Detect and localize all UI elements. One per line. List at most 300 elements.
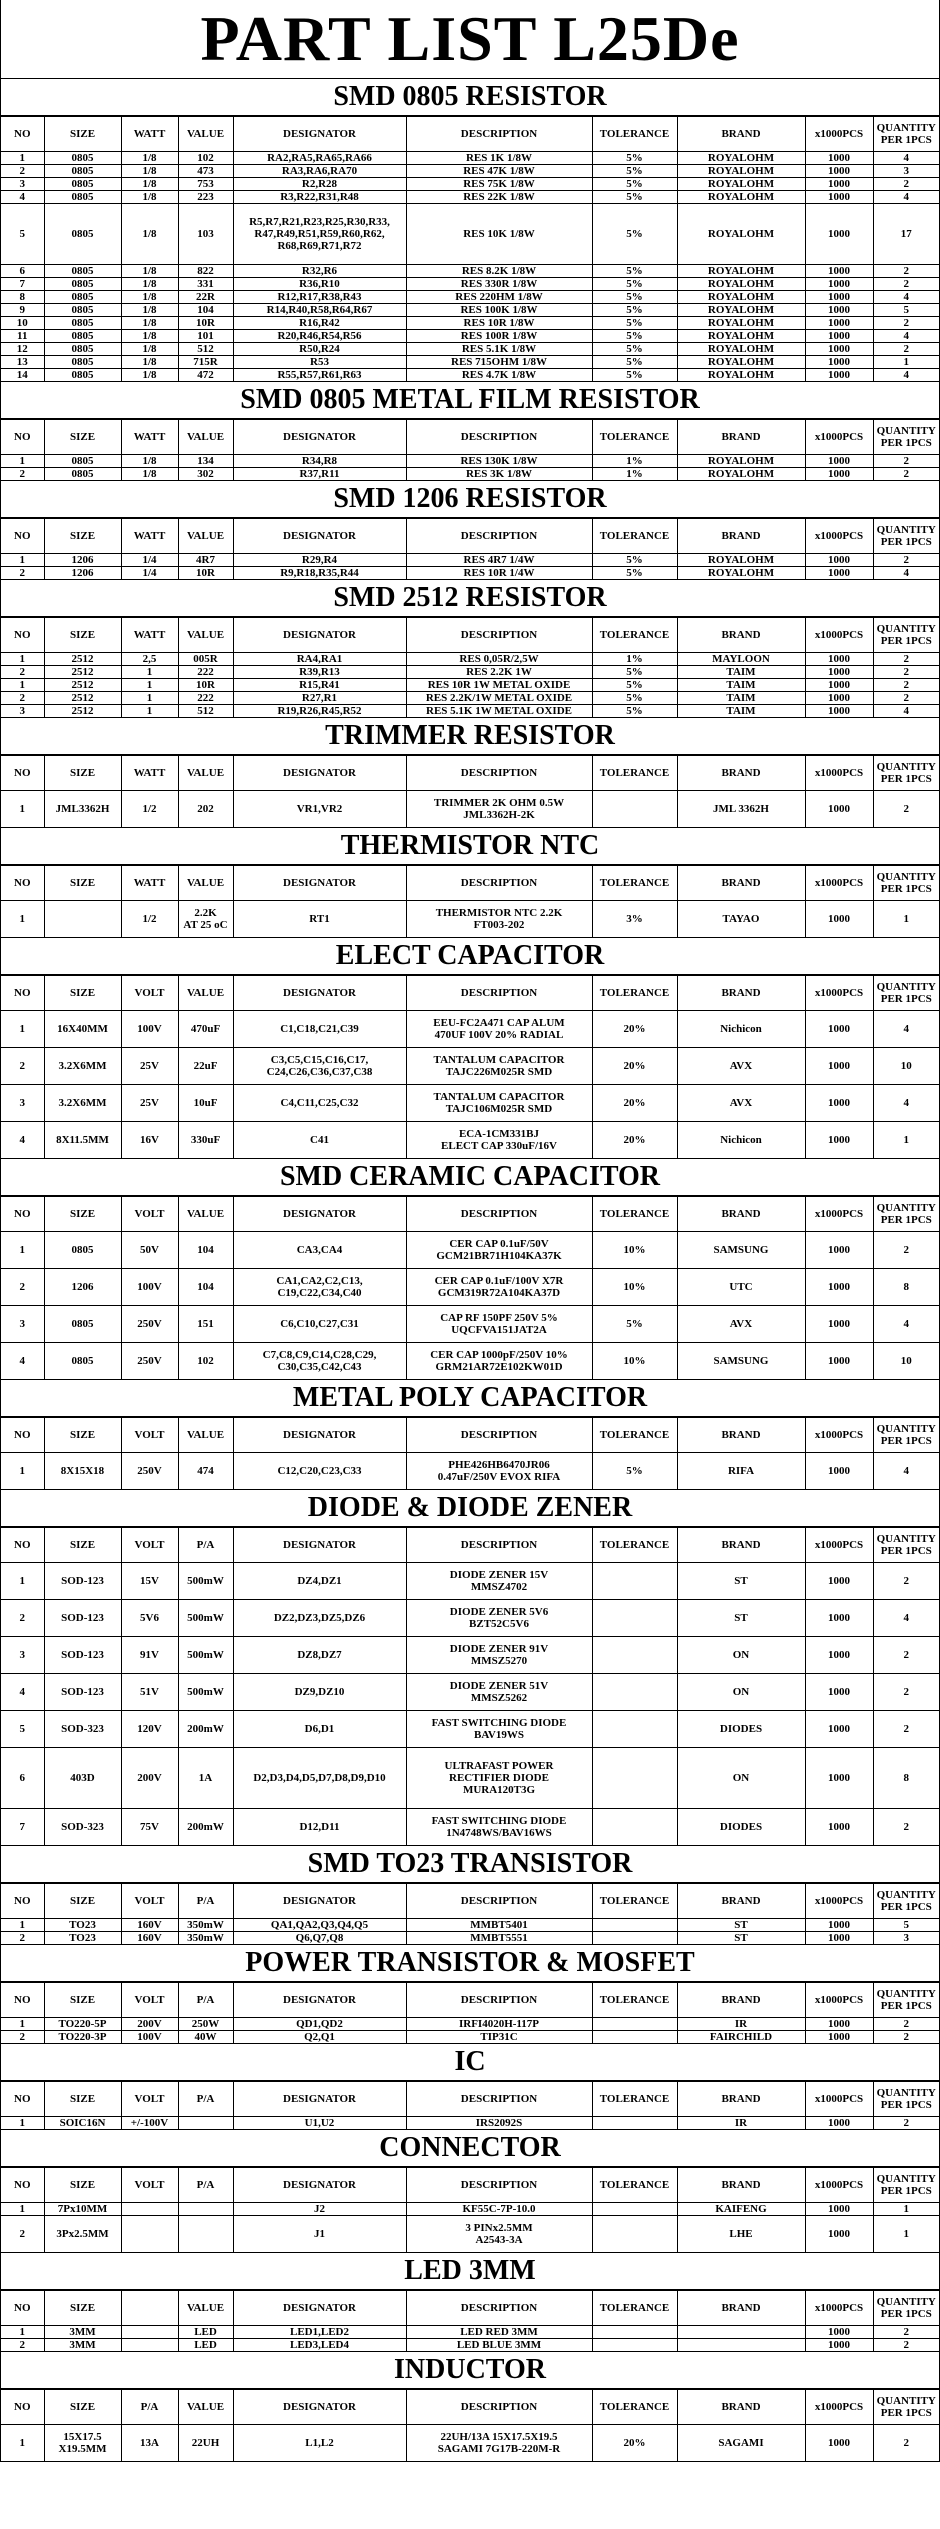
cell-brand: ROYALOHM <box>677 265 805 278</box>
header-brand: BRAND <box>677 420 805 455</box>
table-header-row <box>1 1983 939 2018</box>
cell-value: 1A <box>178 1748 233 1809</box>
cell-description: FAST SWITCHING DIODE BAV19WS <box>406 1711 592 1748</box>
header-designator: DESIGNATOR <box>233 1197 406 1232</box>
cell-brand: KAIFENG <box>677 2203 805 2216</box>
header-no: NO <box>1 2168 44 2203</box>
section-title: DIODE & DIODE ZENER <box>1 1490 939 1527</box>
cell-description: KF55C-7P-10.0 <box>406 2203 592 2216</box>
cell-size: 3.2X6MM <box>44 1048 121 1085</box>
header-no: NO <box>1 2082 44 2117</box>
cell-quantity: 4 <box>873 1453 939 1490</box>
cell-pack: 1000 <box>805 265 873 278</box>
cell-designator: Q6,Q7,Q8 <box>233 1932 406 1945</box>
header-description: DESCRIPTION <box>406 2390 592 2425</box>
cell-brand: Nichicon <box>677 1011 805 1048</box>
cell-designator: R14,R40,R58,R64,R67 <box>233 304 406 317</box>
cell-brand: ROYALOHM <box>677 178 805 191</box>
section <box>1 382 939 481</box>
cell-size: 2512 <box>44 666 121 679</box>
header-value: P/A <box>178 1528 233 1563</box>
table-row <box>1 165 939 178</box>
cell-description: IRS2092S <box>406 2117 592 2130</box>
cell-rating: 1/8 <box>121 178 178 191</box>
header-quantity: QUANTITY PER 1PCS <box>873 420 939 455</box>
cell-pack: 1000 <box>805 1306 873 1343</box>
header-no: NO <box>1 1983 44 2018</box>
header-description: DESCRIPTION <box>406 1418 592 1453</box>
cell-designator: C6,C10,C27,C31 <box>233 1306 406 1343</box>
table-row <box>1 1011 939 1048</box>
cell-designator: R34,R8 <box>233 455 406 468</box>
cell-pack: 1000 <box>805 901 873 938</box>
header-description: DESCRIPTION <box>406 117 592 152</box>
cell-quantity: 2 <box>873 468 939 481</box>
table-header-row <box>1 2390 939 2425</box>
header-no: NO <box>1 618 44 653</box>
header-value: VALUE <box>178 756 233 791</box>
cell-value: 500mW <box>178 1600 233 1637</box>
cell-rating: 2,5 <box>121 653 178 666</box>
parts-table <box>1 2389 939 2462</box>
cell-value: LED <box>178 2326 233 2339</box>
cell-rating: 120V <box>121 1711 178 1748</box>
cell-quantity: 2 <box>873 2339 939 2352</box>
cell-pack: 1000 <box>805 1453 873 1490</box>
header-description: DESCRIPTION <box>406 1197 592 1232</box>
header-size: SIZE <box>44 1197 121 1232</box>
cell-brand: ROYALOHM <box>677 278 805 291</box>
header-description: DESCRIPTION <box>406 618 592 653</box>
cell-brand: ST <box>677 1600 805 1637</box>
cell-brand: ROYALOHM <box>677 455 805 468</box>
cell-value <box>178 2203 233 2216</box>
cell-rating: +/-100V <box>121 2117 178 2130</box>
table-row <box>1 330 939 343</box>
header-rating <box>121 2291 178 2326</box>
cell-value: 10R <box>178 317 233 330</box>
cell-tolerance: 1% <box>592 468 677 481</box>
cell-pack: 1000 <box>805 1674 873 1711</box>
header-no: NO <box>1 117 44 152</box>
cell-no: 7 <box>1 278 44 291</box>
cell-rating: 1/8 <box>121 343 178 356</box>
cell-brand: TAIM <box>677 692 805 705</box>
table-header-row <box>1 2082 939 2117</box>
cell-size: 0805 <box>44 204 121 265</box>
cell-designator: R55,R57,R61,R63 <box>233 369 406 382</box>
cell-size: 0805 <box>44 165 121 178</box>
cell-size: TO220-3P <box>44 2031 121 2044</box>
cell-designator: R39,R13 <box>233 666 406 679</box>
cell-brand: ROYALOHM <box>677 291 805 304</box>
cell-designator: QD1,QD2 <box>233 2018 406 2031</box>
header-no: NO <box>1 1197 44 1232</box>
cell-value: 715R <box>178 356 233 369</box>
cell-pack: 1000 <box>805 1563 873 1600</box>
cell-rating: 91V <box>121 1637 178 1674</box>
cell-brand: DIODES <box>677 1711 805 1748</box>
cell-no: 1 <box>1 1919 44 1932</box>
table-header-row <box>1 866 939 901</box>
cell-description: DIODE ZENER 15V MMSZ4702 <box>406 1563 592 1600</box>
cell-no: 4 <box>1 1343 44 1380</box>
cell-rating: 16V <box>121 1122 178 1159</box>
parts-table <box>1 865 939 938</box>
cell-tolerance <box>592 791 677 828</box>
cell-value: 250W <box>178 2018 233 2031</box>
cell-no: 1 <box>1 2117 44 2130</box>
table-row <box>1 901 939 938</box>
header-designator: DESIGNATOR <box>233 976 406 1011</box>
cell-rating: 250V <box>121 1343 178 1380</box>
cell-no: 13 <box>1 356 44 369</box>
cell-designator: R3,R22,R31,R48 <box>233 191 406 204</box>
cell-rating: 51V <box>121 1674 178 1711</box>
cell-tolerance: 1% <box>592 455 677 468</box>
cell-rating: 100V <box>121 1269 178 1306</box>
cell-tolerance: 10% <box>592 1269 677 1306</box>
cell-tolerance <box>592 1919 677 1932</box>
cell-quantity: 2 <box>873 1637 939 1674</box>
table-row <box>1 1748 939 1809</box>
cell-size: SOD-123 <box>44 1637 121 1674</box>
section <box>1 718 939 828</box>
cell-description: RES 75K 1/8W <box>406 178 592 191</box>
header-designator: DESIGNATOR <box>233 2390 406 2425</box>
cell-description: DIODE ZENER 51V MMSZ5262 <box>406 1674 592 1711</box>
cell-pack: 1000 <box>805 1748 873 1809</box>
header-brand: BRAND <box>677 2390 805 2425</box>
cell-value: 500mW <box>178 1563 233 1600</box>
cell-tolerance: 5% <box>592 204 677 265</box>
cell-no: 2 <box>1 692 44 705</box>
cell-value: 40W <box>178 2031 233 2044</box>
cell-tolerance <box>592 2326 677 2339</box>
cell-description: LED BLUE 3MM <box>406 2339 592 2352</box>
document-title: PART LIST L25De <box>1 0 939 79</box>
cell-quantity: 4 <box>873 1600 939 1637</box>
cell-designator: R32,R6 <box>233 265 406 278</box>
header-tolerance: TOLERANCE <box>592 2168 677 2203</box>
header-quantity: QUANTITY PER 1PCS <box>873 2390 939 2425</box>
header-no: NO <box>1 866 44 901</box>
cell-tolerance: 20% <box>592 1122 677 1159</box>
header-brand: BRAND <box>677 756 805 791</box>
header-brand: BRAND <box>677 1418 805 1453</box>
cell-pack: 1000 <box>805 1600 873 1637</box>
cell-rating: 160V <box>121 1932 178 1945</box>
header-rating: VOLT <box>121 1983 178 2018</box>
table-row <box>1 554 939 567</box>
cell-quantity: 2 <box>873 1674 939 1711</box>
cell-rating: 1/8 <box>121 317 178 330</box>
cell-value: 22uF <box>178 1048 233 1085</box>
cell-value: 102 <box>178 152 233 165</box>
cell-size: SOD-123 <box>44 1600 121 1637</box>
table-row <box>1 343 939 356</box>
section-title: POWER TRANSISTOR & MOSFET <box>1 1945 939 1982</box>
cell-quantity: 2 <box>873 343 939 356</box>
header-no: NO <box>1 1418 44 1453</box>
header-no: NO <box>1 2291 44 2326</box>
header-size: SIZE <box>44 117 121 152</box>
cell-designator: DZ4,DZ1 <box>233 1563 406 1600</box>
section <box>1 938 939 1159</box>
cell-designator: CA1,CA2,C2,C13, C19,C22,C34,C40 <box>233 1269 406 1306</box>
cell-rating: 15V <box>121 1563 178 1600</box>
cell-tolerance: 5% <box>592 1453 677 1490</box>
cell-designator: D6,D1 <box>233 1711 406 1748</box>
cell-description: RES 330R 1/8W <box>406 278 592 291</box>
cell-rating: 1/8 <box>121 455 178 468</box>
section-title: SMD CERAMIC CAPACITOR <box>1 1159 939 1196</box>
cell-description: EEU-FC2A471 CAP ALUM 470UF 100V 20% RADIAL <box>406 1011 592 1048</box>
cell-size: 0805 <box>44 152 121 165</box>
cell-no: 4 <box>1 1122 44 1159</box>
cell-brand: ROYALOHM <box>677 152 805 165</box>
cell-size: 0805 <box>44 330 121 343</box>
cell-size: 0805 <box>44 356 121 369</box>
cell-value: 350mW <box>178 1919 233 1932</box>
header-description: DESCRIPTION <box>406 866 592 901</box>
cell-rating: 1/8 <box>121 204 178 265</box>
cell-description: ECA-1CM331BJ ELECT CAP 330uF/16V <box>406 1122 592 1159</box>
cell-description: THERMISTOR NTC 2.2K FT003-202 <box>406 901 592 938</box>
cell-value: 10R <box>178 679 233 692</box>
cell-rating: 160V <box>121 1919 178 1932</box>
table-row <box>1 1563 939 1600</box>
cell-pack: 1000 <box>805 330 873 343</box>
table-header-row <box>1 1197 939 1232</box>
cell-quantity: 2 <box>873 317 939 330</box>
cell-tolerance <box>592 2031 677 2044</box>
cell-rating: 1/8 <box>121 468 178 481</box>
header-size: SIZE <box>44 2082 121 2117</box>
cell-value: 2.2K AT 25 oC <box>178 901 233 938</box>
cell-no: 4 <box>1 191 44 204</box>
cell-brand: ON <box>677 1674 805 1711</box>
cell-tolerance <box>592 2018 677 2031</box>
header-value: VALUE <box>178 976 233 1011</box>
cell-pack: 1000 <box>805 1232 873 1269</box>
cell-value <box>178 2117 233 2130</box>
header-description: DESCRIPTION <box>406 2082 592 2117</box>
cell-designator: U1,U2 <box>233 2117 406 2130</box>
cell-tolerance <box>592 1932 677 1945</box>
header-tolerance: TOLERANCE <box>592 1197 677 1232</box>
header-size: SIZE <box>44 2168 121 2203</box>
cell-no: 5 <box>1 1711 44 1748</box>
cell-value: 222 <box>178 666 233 679</box>
cell-no: 1 <box>1 791 44 828</box>
cell-no: 1 <box>1 2326 44 2339</box>
cell-tolerance: 10% <box>592 1232 677 1269</box>
cell-value: 350mW <box>178 1932 233 1945</box>
cell-size: 0805 <box>44 455 121 468</box>
cell-brand: ROYALOHM <box>677 330 805 343</box>
cell-rating: 13A <box>121 2425 178 2462</box>
header-rating: VOLT <box>121 1528 178 1563</box>
cell-quantity: 8 <box>873 1269 939 1306</box>
cell-value: 4R7 <box>178 554 233 567</box>
cell-designator: R27,R1 <box>233 692 406 705</box>
cell-brand: AVX <box>677 1048 805 1085</box>
cell-description: ULTRAFAST POWER RECTIFIER DIODE MURA120T3G <box>406 1748 592 1809</box>
cell-no: 5 <box>1 204 44 265</box>
cell-quantity: 1 <box>873 356 939 369</box>
cell-tolerance: 5% <box>592 567 677 580</box>
header-designator: DESIGNATOR <box>233 2082 406 2117</box>
header-brand: BRAND <box>677 519 805 554</box>
cell-description: RES 10R 1/4W <box>406 567 592 580</box>
table-header-row <box>1 756 939 791</box>
cell-value: 753 <box>178 178 233 191</box>
cell-value: 104 <box>178 1269 233 1306</box>
cell-designator: R19,R26,R45,R52 <box>233 705 406 718</box>
cell-size: 2512 <box>44 653 121 666</box>
cell-tolerance <box>592 1809 677 1846</box>
header-pack: x1000PCS <box>805 1884 873 1919</box>
cell-description: RES 130K 1/8W <box>406 455 592 468</box>
header-rating: WATT <box>121 420 178 455</box>
cell-designator: LED1,LED2 <box>233 2326 406 2339</box>
header-tolerance: TOLERANCE <box>592 1884 677 1919</box>
header-brand: BRAND <box>677 1197 805 1232</box>
cell-quantity: 2 <box>873 455 939 468</box>
table-row <box>1 1600 939 1637</box>
cell-designator: D2,D3,D4,D5,D7,D8,D9,D10 <box>233 1748 406 1809</box>
cell-no: 1 <box>1 554 44 567</box>
cell-rating: 1/8 <box>121 191 178 204</box>
cell-description: RES 0,05R/2,5W <box>406 653 592 666</box>
cell-brand: ST <box>677 1919 805 1932</box>
section-title: SMD 0805 METAL FILM RESISTOR <box>1 382 939 419</box>
header-value: VALUE <box>178 2390 233 2425</box>
cell-rating <box>121 2339 178 2352</box>
header-description: DESCRIPTION <box>406 756 592 791</box>
table-header-row <box>1 519 939 554</box>
cell-rating: 1 <box>121 666 178 679</box>
cell-quantity: 10 <box>873 1048 939 1085</box>
cell-rating: 200V <box>121 1748 178 1809</box>
cell-no: 2 <box>1 2339 44 2352</box>
header-size: SIZE <box>44 1983 121 2018</box>
header-brand: BRAND <box>677 1983 805 2018</box>
cell-value: 512 <box>178 705 233 718</box>
header-quantity: QUANTITY PER 1PCS <box>873 1983 939 2018</box>
cell-quantity: 4 <box>873 1306 939 1343</box>
header-value: VALUE <box>178 117 233 152</box>
table-row <box>1 1919 939 1932</box>
header-value: P/A <box>178 1983 233 2018</box>
cell-tolerance <box>592 2339 677 2352</box>
cell-tolerance: 5% <box>592 705 677 718</box>
cell-brand: TAYAO <box>677 901 805 938</box>
cell-pack: 1000 <box>805 692 873 705</box>
section-title: SMD 0805 RESISTOR <box>1 79 939 116</box>
cell-quantity: 4 <box>873 369 939 382</box>
cell-tolerance: 10% <box>592 1343 677 1380</box>
parts-table <box>1 755 939 828</box>
table-row <box>1 1122 939 1159</box>
header-tolerance: TOLERANCE <box>592 756 677 791</box>
cell-no: 3 <box>1 705 44 718</box>
header-rating: VOLT <box>121 2082 178 2117</box>
table-row <box>1 1932 939 1945</box>
cell-description: TIP31C <box>406 2031 592 2044</box>
cell-value: 500mW <box>178 1674 233 1711</box>
cell-tolerance: 5% <box>592 369 677 382</box>
cell-quantity: 2 <box>873 692 939 705</box>
cell-size: 3.2X6MM <box>44 1085 121 1122</box>
header-rating: WATT <box>121 117 178 152</box>
header-designator: DESIGNATOR <box>233 420 406 455</box>
cell-pack: 1000 <box>805 679 873 692</box>
header-pack: x1000PCS <box>805 1528 873 1563</box>
header-pack: x1000PCS <box>805 1983 873 2018</box>
cell-rating <box>121 2216 178 2253</box>
cell-size: 0805 <box>44 343 121 356</box>
header-size: SIZE <box>44 866 121 901</box>
cell-designator: R20,R46,R54,R56 <box>233 330 406 343</box>
cell-value <box>178 2216 233 2253</box>
section <box>1 580 939 718</box>
cell-size: 0805 <box>44 1232 121 1269</box>
cell-pack: 1000 <box>805 369 873 382</box>
cell-pack: 1000 <box>805 666 873 679</box>
header-pack: x1000PCS <box>805 756 873 791</box>
cell-pack: 1000 <box>805 178 873 191</box>
cell-no: 2 <box>1 567 44 580</box>
cell-quantity: 2 <box>873 2326 939 2339</box>
cell-pack: 1000 <box>805 1269 873 1306</box>
cell-rating: 1 <box>121 679 178 692</box>
header-brand: BRAND <box>677 117 805 152</box>
cell-pack: 1000 <box>805 705 873 718</box>
cell-rating: 1/8 <box>121 356 178 369</box>
cell-description: FAST SWITCHING DIODE 1N4748WS/BAV16WS <box>406 1809 592 1846</box>
cell-pack: 1000 <box>805 455 873 468</box>
table-row <box>1 692 939 705</box>
parts-table <box>1 1883 939 1945</box>
header-rating: VOLT <box>121 1418 178 1453</box>
table-row <box>1 2117 939 2130</box>
cell-rating: 25V <box>121 1048 178 1085</box>
header-size: SIZE <box>44 1528 121 1563</box>
cell-rating: 50V <box>121 1232 178 1269</box>
cell-no: 14 <box>1 369 44 382</box>
cell-tolerance: 5% <box>592 679 677 692</box>
cell-rating: 1/8 <box>121 369 178 382</box>
cell-pack: 1000 <box>805 468 873 481</box>
section-title: TRIMMER RESISTOR <box>1 718 939 755</box>
cell-no: 1 <box>1 2018 44 2031</box>
cell-size: 2512 <box>44 679 121 692</box>
header-no: NO <box>1 976 44 1011</box>
cell-no: 1 <box>1 1232 44 1269</box>
parts-table <box>1 617 939 718</box>
cell-no: 6 <box>1 1748 44 1809</box>
cell-pack: 1000 <box>805 1932 873 1945</box>
cell-designator: L1,L2 <box>233 2425 406 2462</box>
cell-tolerance: 3% <box>592 901 677 938</box>
cell-rating: 25V <box>121 1085 178 1122</box>
table-row <box>1 468 939 481</box>
section-title: IC <box>1 2044 939 2081</box>
cell-size: SOD-123 <box>44 1563 121 1600</box>
cell-brand: ON <box>677 1637 805 1674</box>
